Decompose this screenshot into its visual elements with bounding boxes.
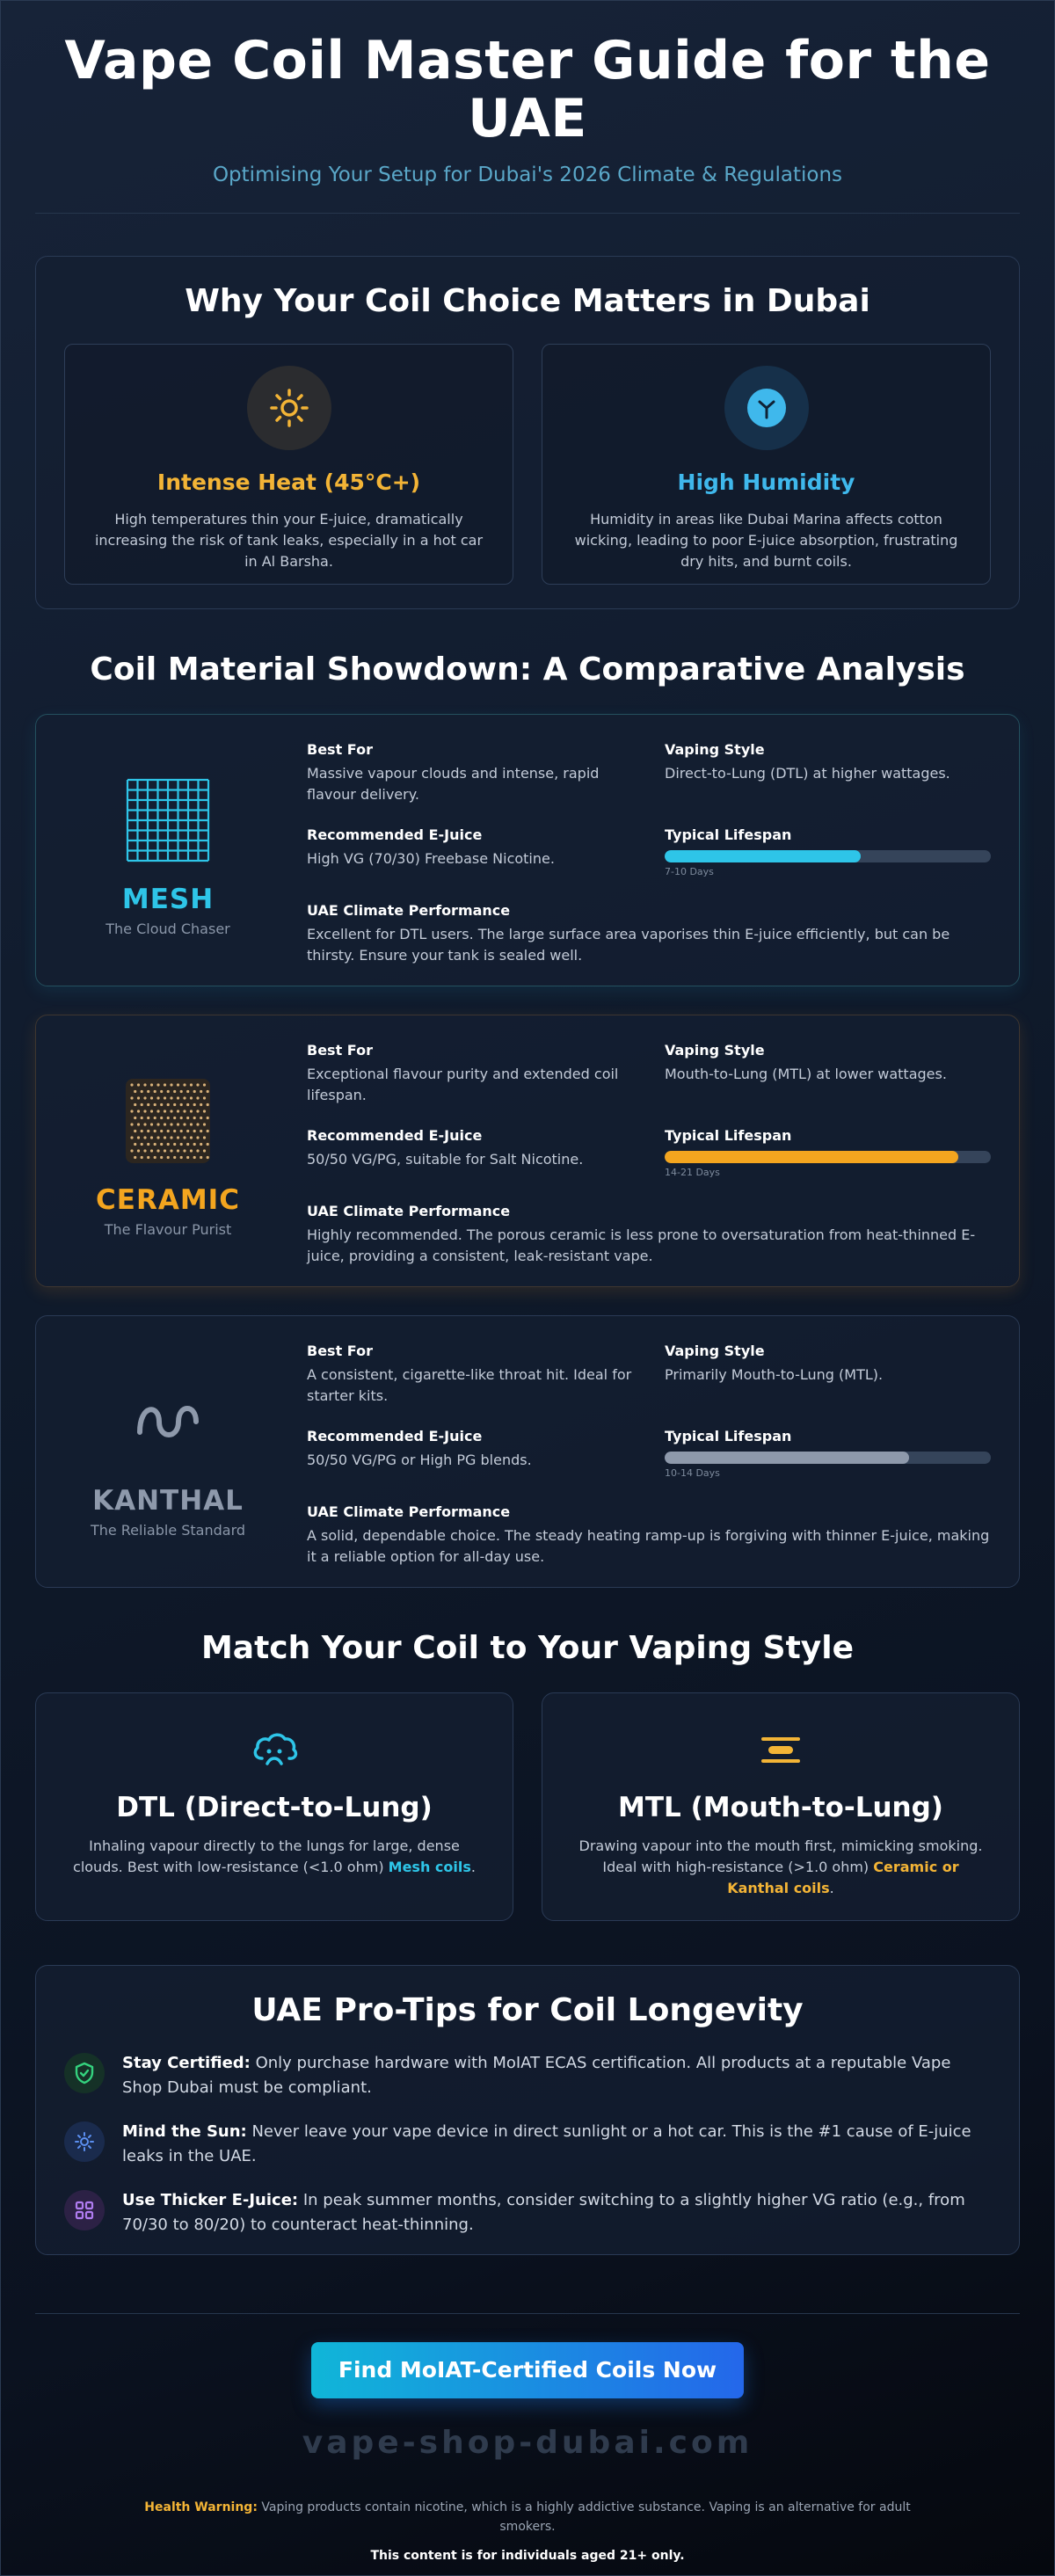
age-notice: This content is for individuals aged 21+ only. — [370, 2549, 685, 2563]
climate-label: UAE Climate Performance — [307, 1203, 511, 1219]
ceramic-dot — [147, 1103, 149, 1106]
ceramic-dot — [190, 1149, 193, 1152]
ceramic-dot — [196, 1149, 199, 1152]
ceramic-dot — [143, 1083, 146, 1086]
dtl-end: . — [470, 1859, 476, 1875]
ceramic-dot — [207, 1130, 209, 1132]
ceramic-dot — [173, 1117, 176, 1119]
ceramic-dot — [150, 1096, 153, 1099]
ceramic-dot — [164, 1096, 166, 1099]
ceramic-ejuice — [307, 1127, 633, 1178]
lifespan-label: Typical Lifespan — [665, 1428, 792, 1444]
ceramic-dot — [180, 1117, 183, 1119]
ceramic-dot — [190, 1110, 193, 1112]
tip-title: Stay Certified: — [122, 2054, 251, 2072]
ceramic-dot — [207, 1117, 209, 1119]
ceramic-dot — [193, 1103, 196, 1106]
ceramic-dot — [186, 1130, 189, 1132]
ceramic-dot — [137, 1123, 140, 1125]
mesh-vaping-style — [665, 741, 991, 805]
ceramic-dot — [143, 1136, 146, 1139]
ceramic-vaping-style — [665, 1042, 991, 1106]
ceramic-dot — [190, 1096, 193, 1099]
heat-card-title: Intense Heat (45°C+) — [156, 469, 421, 495]
ceramic-dot — [170, 1083, 172, 1086]
mesh-name: MESH — [121, 884, 215, 915]
kanthal-lifespan — [665, 1428, 991, 1479]
mesh-tagline: The Cloud Chaser — [106, 921, 230, 937]
ceramic-dot — [156, 1083, 159, 1086]
ceramic-dot — [186, 1090, 189, 1093]
ceramic-dot — [177, 1096, 179, 1099]
vaping-style-label: Vaping Style — [665, 741, 765, 758]
ceramic-dot — [141, 1143, 143, 1146]
site-domain: vape-shop-dubai.com — [302, 2425, 753, 2461]
lifespan-days: 10-14 Days — [665, 1467, 720, 1479]
ceramic-dot — [154, 1090, 156, 1093]
ceramic-dot — [143, 1149, 146, 1152]
ceramic-dot — [130, 1136, 133, 1139]
ejuice-value: High VG (70/30) Freebase Nicotine. — [307, 850, 555, 867]
ceramic-dot — [203, 1136, 206, 1139]
ceramic-dot — [193, 1117, 196, 1119]
ceramic-dot — [156, 1149, 159, 1152]
ceramic-dot — [203, 1149, 206, 1152]
heat-card-text: High temperatures thin your E-juice, dramatically increasing the risk of tank leaks, especially in a hot car in Al Barsha. — [94, 511, 484, 570]
vaping-style-label: Vaping Style — [665, 1343, 765, 1359]
ceramic-dot — [137, 1096, 140, 1099]
lifespan-bar-fill — [665, 1151, 958, 1163]
ceramic-dot — [190, 1136, 193, 1139]
mesh-best-for — [307, 741, 633, 805]
ceramic-tagline: The Flavour Purist — [104, 1221, 232, 1238]
ceramic-dot — [173, 1130, 176, 1132]
find-coils-button[interactable]: Find MoIAT-Certified Coils Now — [311, 2342, 744, 2398]
ejuice-value: 50/50 VG/PG or High PG blends. — [307, 1452, 532, 1468]
ceramic-dot — [200, 1156, 202, 1159]
ceramic-dot — [173, 1090, 176, 1093]
health-warning-label: Health Warning: — [144, 2500, 258, 2514]
ceramic-dot — [190, 1083, 193, 1086]
dtl-description: Inhaling vapour directly to the lungs for large, dense clouds. Best with low-resistance (<1.0 ohm) — [73, 1837, 460, 1875]
best-for-label: Best For — [307, 741, 373, 758]
ceramic-dots-icon — [36, 1077, 300, 1168]
ceramic-dot — [164, 1149, 166, 1152]
tip-title: Mind the Sun: — [122, 2122, 247, 2141]
ceramic-dot — [196, 1096, 199, 1099]
ceramic-dot — [130, 1123, 133, 1125]
mtl-title: MTL (Mouth-to-Lung) — [618, 1792, 943, 1823]
ceramic-dot — [141, 1103, 143, 1106]
ejuice-label: Recommended E-Juice — [307, 826, 483, 843]
ceramic-dot — [177, 1123, 179, 1125]
ceramic-dot — [134, 1090, 136, 1093]
ceramic-dot — [200, 1103, 202, 1106]
humidity-card-text: Humidity in areas like Dubai Marina affects cotton wicking, leading to poor E-juice absorption, frustrating dry hits, and burnt coils. — [574, 511, 958, 570]
best-for-label: Best For — [307, 1343, 373, 1359]
mesh-lifespan — [665, 826, 991, 877]
ceramic-dot — [167, 1156, 170, 1159]
ceramic-dot — [173, 1156, 176, 1159]
best-for-label: Best For — [307, 1042, 373, 1059]
vaping-style-value: Mouth-to-Lung (MTL) at lower wattages. — [665, 1066, 947, 1082]
ceramic-dot — [164, 1083, 166, 1086]
ceramic-dot — [200, 1090, 202, 1093]
ceramic-dot — [177, 1110, 179, 1112]
ceramic-dot — [200, 1143, 202, 1146]
ceramic-dot — [170, 1110, 172, 1112]
ceramic-dot — [186, 1143, 189, 1146]
ceramic-dot — [186, 1117, 189, 1119]
ceramic-dot — [164, 1136, 166, 1139]
materials-section-title: Coil Material Showdown: A Comparative Analysis — [90, 651, 965, 688]
ceramic-dot — [143, 1110, 146, 1112]
ceramic-dot — [160, 1117, 163, 1119]
ceramic-dot — [160, 1103, 163, 1106]
mtl-description: Drawing vapour into the mouth first, mimicking smoking. Ideal with high-resistance (>1.0 ohm) — [578, 1837, 983, 1875]
ceramic-lifespan — [665, 1127, 991, 1178]
ceramic-dot — [156, 1123, 159, 1125]
ceramic-dot — [154, 1130, 156, 1132]
ceramic-dot — [207, 1103, 209, 1106]
ceramic-dot — [183, 1083, 186, 1086]
ceramic-dot — [160, 1143, 163, 1146]
climate-value: Excellent for DTL users. The large surface area vaporises thin E-juice efficiently, but can be thirsty. Ensure your tank is sealed well. — [307, 926, 950, 964]
ceramic-dot — [167, 1117, 170, 1119]
page-subtitle: Optimising Your Setup for Dubai's 2026 Climate & Regulations — [212, 164, 843, 186]
ceramic-dot — [193, 1090, 196, 1093]
ceramic-dot — [147, 1143, 149, 1146]
ceramic-dot — [193, 1130, 196, 1132]
ceramic-dot — [183, 1110, 186, 1112]
ceramic-dot — [203, 1083, 206, 1086]
ceramic-dot — [183, 1123, 186, 1125]
lifespan-label: Typical Lifespan — [665, 1127, 792, 1144]
ejuice-label: Recommended E-Juice — [307, 1127, 483, 1144]
ceramic-dot — [143, 1123, 146, 1125]
ceramic-dot — [170, 1096, 172, 1099]
ceramic-dot — [207, 1156, 209, 1159]
ceramic-dot — [134, 1117, 136, 1119]
ceramic-dot — [193, 1156, 196, 1159]
ceramic-dot — [180, 1090, 183, 1093]
ceramic-dot — [207, 1090, 209, 1093]
ejuice-label: Recommended E-Juice — [307, 1428, 483, 1444]
ceramic-dot — [130, 1110, 133, 1112]
ceramic-dot — [160, 1130, 163, 1132]
ceramic-dot — [190, 1123, 193, 1125]
ceramic-dot — [167, 1090, 170, 1093]
climate-label: UAE Climate Performance — [307, 1503, 511, 1520]
ceramic-dot — [141, 1090, 143, 1093]
ceramic-dot — [167, 1143, 170, 1146]
mesh-card — [35, 714, 1020, 986]
health-warning-text: Vaping products contain nicotine, which is a highly addictive substance. Vaping is an alternative for adult smokers. — [261, 2500, 911, 2534]
humidity-card-title: High Humidity — [677, 469, 855, 495]
mtl-highlight: Ceramic or Kanthal coils — [727, 1859, 959, 1896]
mtl-end: . — [829, 1880, 834, 1896]
climate-label: UAE Climate Performance — [307, 902, 511, 919]
vaping-style-value: Direct-to-Lung (DTL) at higher wattages. — [665, 765, 950, 782]
ceramic-climate — [307, 1203, 991, 1267]
ceramic-dot — [154, 1143, 156, 1146]
ceramic-dot — [137, 1083, 140, 1086]
ceramic-dot — [137, 1136, 140, 1139]
tip-text: Never leave your vape device in direct sunlight or a hot car. This is the #1 cause of E-juice leaks in the UAE. — [122, 2122, 971, 2165]
ceramic-dot — [177, 1083, 179, 1086]
dtl-highlight: Mesh coils — [388, 1859, 471, 1875]
lifespan-bar — [665, 1151, 991, 1163]
ceramic-dot — [167, 1130, 170, 1132]
kanthal-tagline: The Reliable Standard — [90, 1522, 246, 1539]
ceramic-dot — [177, 1149, 179, 1152]
vaping-style-label: Vaping Style — [665, 1042, 765, 1059]
ceramic-dot — [143, 1096, 146, 1099]
ceramic-dot — [200, 1117, 202, 1119]
ceramic-dot — [134, 1143, 136, 1146]
ceramic-dot — [207, 1143, 209, 1146]
dtl-title: DTL (Direct-to-Lung) — [116, 1792, 433, 1823]
why-section-title: Why Your Coil Choice Matters in Dubai — [185, 283, 870, 319]
page-title: Vape Coil Master Guide for the UAE — [64, 30, 991, 149]
ceramic-dot — [203, 1110, 206, 1112]
mesh-ejuice — [307, 826, 633, 877]
ceramic-dot — [160, 1090, 163, 1093]
ceramic-dot — [183, 1136, 186, 1139]
ceramic-dot — [180, 1130, 183, 1132]
ceramic-dot — [150, 1110, 153, 1112]
ceramic-dot — [156, 1110, 159, 1112]
kanthal-best-for — [307, 1343, 633, 1407]
ceramic-dot — [156, 1136, 159, 1139]
ceramic-dot — [170, 1149, 172, 1152]
ceramic-dot — [147, 1117, 149, 1119]
ceramic-dot — [154, 1156, 156, 1159]
ceramic-dot — [134, 1103, 136, 1106]
ceramic-dot — [164, 1110, 166, 1112]
ceramic-dot — [196, 1110, 199, 1112]
kanthal-name: KANTHAL — [92, 1485, 244, 1517]
ceramic-dot — [186, 1156, 189, 1159]
kanthal-card — [35, 1315, 1020, 1588]
lifespan-label: Typical Lifespan — [665, 826, 792, 843]
ceramic-dot — [186, 1103, 189, 1106]
best-for-value: A consistent, cigarette-like throat hit. Ideal for starter kits. — [307, 1366, 632, 1404]
ceramic-dot — [170, 1123, 172, 1125]
ceramic-dot — [173, 1103, 176, 1106]
ceramic-dot — [134, 1130, 136, 1132]
ceramic-dot — [130, 1096, 133, 1099]
mesh-climate — [307, 902, 991, 966]
ceramic-dot — [141, 1156, 143, 1159]
tips-section-title: UAE Pro-Tips for Coil Longevity — [251, 1992, 804, 2028]
ceramic-dot — [141, 1117, 143, 1119]
tip-text: Only purchase hardware with MoIAT ECAS certification. All products at a reputable Vape Shop Dubai must be compliant. — [122, 2054, 951, 2097]
best-for-value: Massive vapour clouds and intense, rapid flavour delivery. — [307, 765, 600, 803]
ceramic-dot — [203, 1123, 206, 1125]
mesh-grid-icon — [36, 776, 300, 868]
ceramic-dot — [183, 1096, 186, 1099]
ceramic-dot — [150, 1083, 153, 1086]
ceramic-dot — [183, 1149, 186, 1152]
lifespan-bar — [665, 850, 991, 862]
ceramic-dot — [154, 1103, 156, 1106]
kanthal-vaping-style — [665, 1343, 991, 1407]
ceramic-dot — [160, 1156, 163, 1159]
lifespan-days: 7-10 Days — [665, 866, 714, 877]
ceramic-dot — [173, 1143, 176, 1146]
best-for-value: Exceptional flavour purity and extended coil lifespan. — [307, 1066, 619, 1103]
wave-coil-icon — [36, 1378, 300, 1469]
ceramic-dot — [164, 1123, 166, 1125]
ceramic-dot — [180, 1103, 183, 1106]
climate-value: Highly recommended. The porous ceramic is less prone to oversaturation from heat-thinned E-juice, providing a consistent, leak-resistant vape. — [307, 1226, 976, 1264]
ceramic-dot — [130, 1149, 133, 1152]
ceramic-dot — [137, 1110, 140, 1112]
lifespan-bar-fill — [665, 850, 861, 862]
ejuice-value: 50/50 VG/PG, suitable for Salt Nicotine. — [307, 1151, 584, 1168]
ceramic-dot — [147, 1156, 149, 1159]
ceramic-dot — [150, 1123, 153, 1125]
lifespan-days: 14-21 Days — [665, 1167, 720, 1178]
vaping-style-value: Primarily Mouth-to-Lung (MTL). — [665, 1366, 884, 1383]
kanthal-climate — [307, 1503, 991, 1568]
tip-text: In peak summer months, consider switching to a slightly higher VG ratio (e.g., from 70/30 to 80/20) to counteract heat-thinning. — [122, 2191, 965, 2234]
ceramic-dot — [150, 1136, 153, 1139]
ceramic-dot — [156, 1096, 159, 1099]
ceramic-dot — [196, 1123, 199, 1125]
ceramic-dot — [177, 1136, 179, 1139]
ceramic-dot — [154, 1117, 156, 1119]
ceramic-dot — [150, 1149, 153, 1152]
ceramic-dot — [130, 1083, 133, 1086]
ceramic-dot — [200, 1130, 202, 1132]
ceramic-dot — [167, 1103, 170, 1106]
lifespan-bar — [665, 1452, 991, 1464]
ceramic-dot — [141, 1130, 143, 1132]
ceramic-dot — [147, 1130, 149, 1132]
styles-section-title: Match Your Coil to Your Vaping Style — [200, 1630, 855, 1666]
ceramic-dot — [137, 1149, 140, 1152]
ceramic-dot — [147, 1090, 149, 1093]
tip-title: Use Thicker E-Juice: — [122, 2191, 299, 2209]
ceramic-dot — [196, 1083, 199, 1086]
ceramic-dot — [134, 1156, 136, 1159]
ceramic-best-for — [307, 1042, 633, 1106]
ceramic-dot — [170, 1136, 172, 1139]
lifespan-bar-fill — [665, 1452, 909, 1464]
ceramic-dot — [193, 1143, 196, 1146]
kanthal-ejuice — [307, 1428, 633, 1479]
ceramic-dot — [180, 1156, 183, 1159]
ceramic-name: CERAMIC — [96, 1184, 240, 1216]
ceramic-dot — [196, 1136, 199, 1139]
ceramic-card — [35, 1015, 1020, 1287]
climate-value: A solid, dependable choice. The steady heating ramp-up is forgiving with thinner E-juice, making it a reliable option for all-day use. — [307, 1527, 990, 1565]
ceramic-dot — [203, 1096, 206, 1099]
ceramic-dot — [180, 1143, 183, 1146]
